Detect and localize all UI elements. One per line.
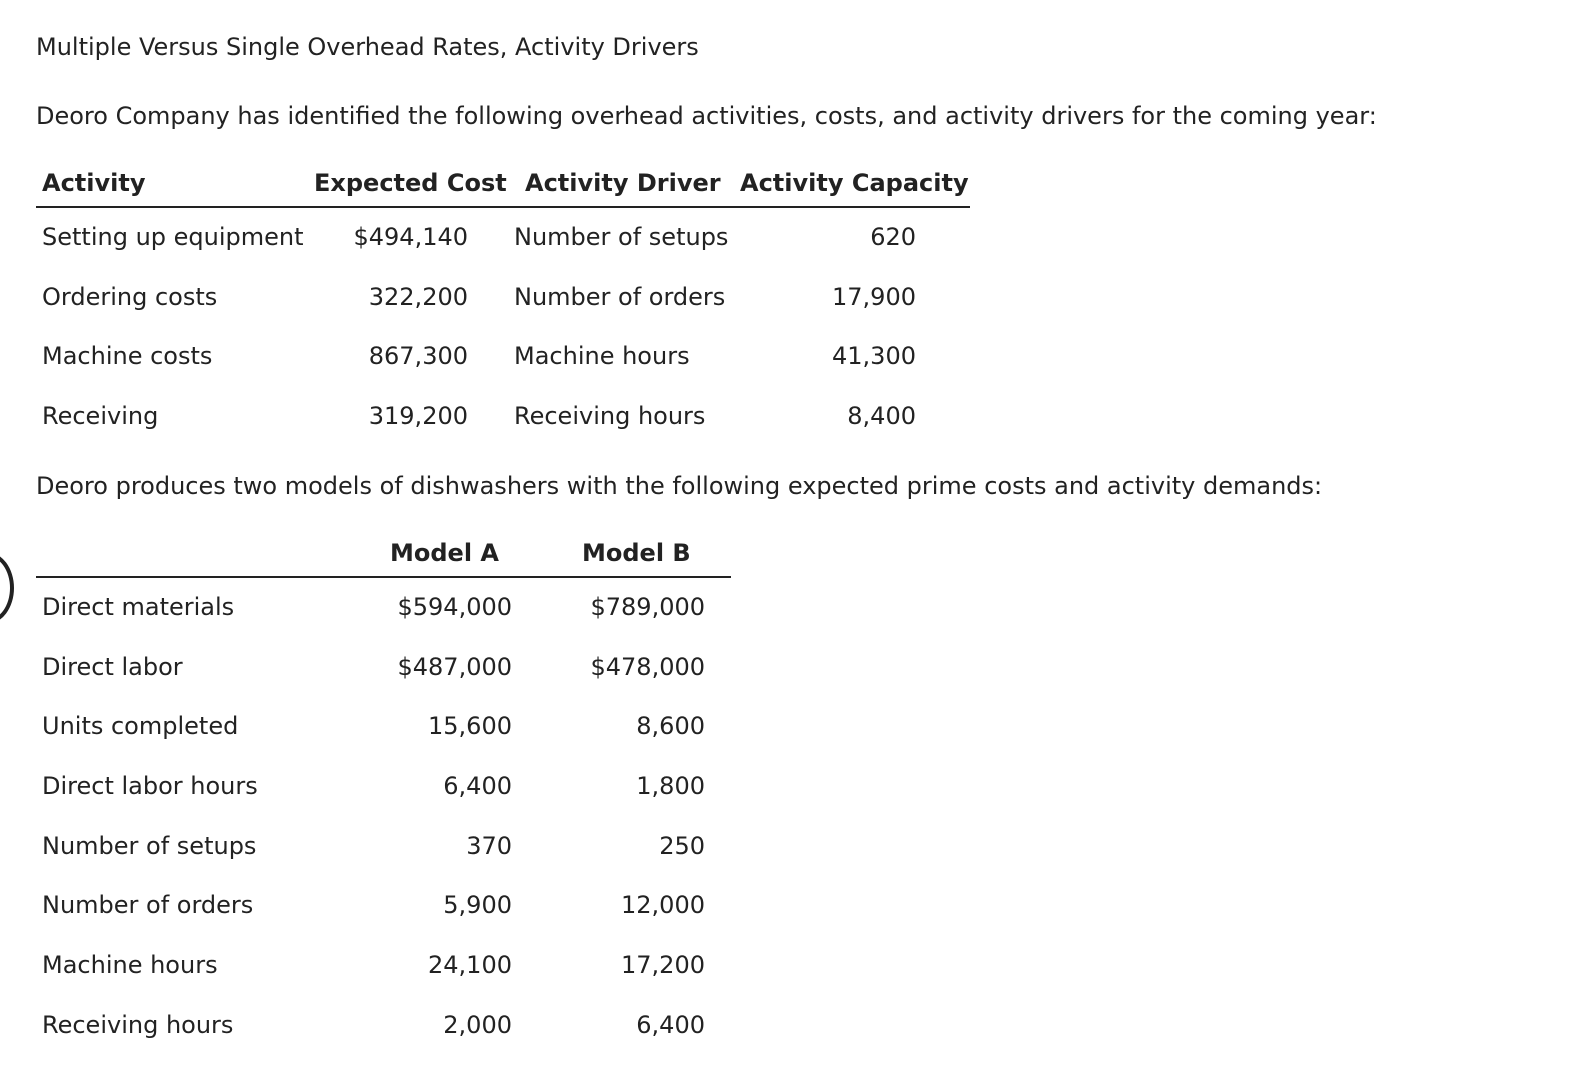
model-b-value: 1,800 <box>636 772 705 801</box>
activity-name: Receiving <box>42 402 159 431</box>
model-row-label: Direct labor <box>42 652 183 681</box>
model-row <box>36 936 731 996</box>
model-row-label: Machine hours <box>42 951 218 980</box>
activity-cost: 322,200 <box>368 282 468 311</box>
activities-table <box>36 166 970 447</box>
model-b-value: 17,200 <box>621 951 705 980</box>
middle-text: Deoro produces two models of dishwashers with the following expected prime costs and activity demands: <box>36 472 1323 500</box>
activity-row <box>36 268 970 328</box>
model-row-label: Number of setups <box>42 831 257 860</box>
model-row <box>36 876 731 936</box>
model-row-label: Receiving hours <box>42 1010 234 1039</box>
activity-name: Setting up equipment <box>42 223 304 251</box>
model-a-value: 370 <box>466 831 512 860</box>
model-b-value: 12,000 <box>621 891 705 920</box>
models-table <box>36 536 731 1056</box>
model-a-value: 2,000 <box>443 1010 512 1039</box>
activities-header-row <box>36 166 970 208</box>
model-b-value: $789,000 <box>590 593 705 621</box>
activity-capacity: 17,900 <box>832 282 916 311</box>
activity-driver: Machine hours <box>514 342 690 371</box>
activity-driver: Receiving hours <box>514 402 706 431</box>
model-row <box>36 996 731 1056</box>
model-b-value: 6,400 <box>636 1010 705 1039</box>
edge-circle-marker <box>0 552 14 624</box>
activity-name: Machine costs <box>42 342 213 371</box>
model-row-label: Direct materials <box>42 593 235 621</box>
activity-driver: Number of orders <box>514 282 726 311</box>
header-activity-driver: Activity Driver <box>525 169 721 197</box>
models-header-row <box>36 536 731 578</box>
problem-title: Multiple Versus Single Overhead Rates, Activity Drivers <box>36 33 699 61</box>
model-row <box>36 697 731 757</box>
model-b-value: $478,000 <box>590 652 705 681</box>
model-a-value: $487,000 <box>397 652 512 681</box>
model-row <box>36 817 731 877</box>
model-a-value: 24,100 <box>428 951 512 980</box>
model-b-value: 250 <box>659 831 705 860</box>
model-row-label: Direct labor hours <box>42 772 258 801</box>
header-model-b: Model B <box>582 539 691 567</box>
model-row <box>36 638 731 698</box>
header-activity-capacity: Activity Capacity <box>740 169 969 197</box>
activity-row <box>36 208 970 268</box>
model-b-value: 8,600 <box>636 712 705 741</box>
activity-row <box>36 387 970 447</box>
model-row-label: Number of orders <box>42 891 254 920</box>
activity-driver: Number of setups <box>514 223 729 251</box>
activity-capacity: 620 <box>870 223 916 251</box>
header-expected-cost: Expected Cost <box>314 169 507 197</box>
intro-text: Deoro Company has identified the following overhead activities, costs, and activity drivers for the coming year: <box>36 102 1377 130</box>
model-row <box>36 578 731 638</box>
model-a-value: $594,000 <box>397 593 512 621</box>
model-row <box>36 757 731 817</box>
activity-capacity: 41,300 <box>832 342 916 371</box>
activity-name: Ordering costs <box>42 282 218 311</box>
activity-cost: 319,200 <box>368 402 468 431</box>
activity-cost: 867,300 <box>368 342 468 371</box>
model-a-value: 15,600 <box>428 712 512 741</box>
activity-capacity: 8,400 <box>847 402 916 431</box>
model-a-value: 6,400 <box>443 772 512 801</box>
activity-cost: $494,140 <box>353 223 468 251</box>
header-model-a: Model A <box>390 539 499 567</box>
header-activity: Activity <box>42 169 146 197</box>
activity-row <box>36 327 970 387</box>
model-a-value: 5,900 <box>443 891 512 920</box>
model-row-label: Units completed <box>42 712 239 741</box>
